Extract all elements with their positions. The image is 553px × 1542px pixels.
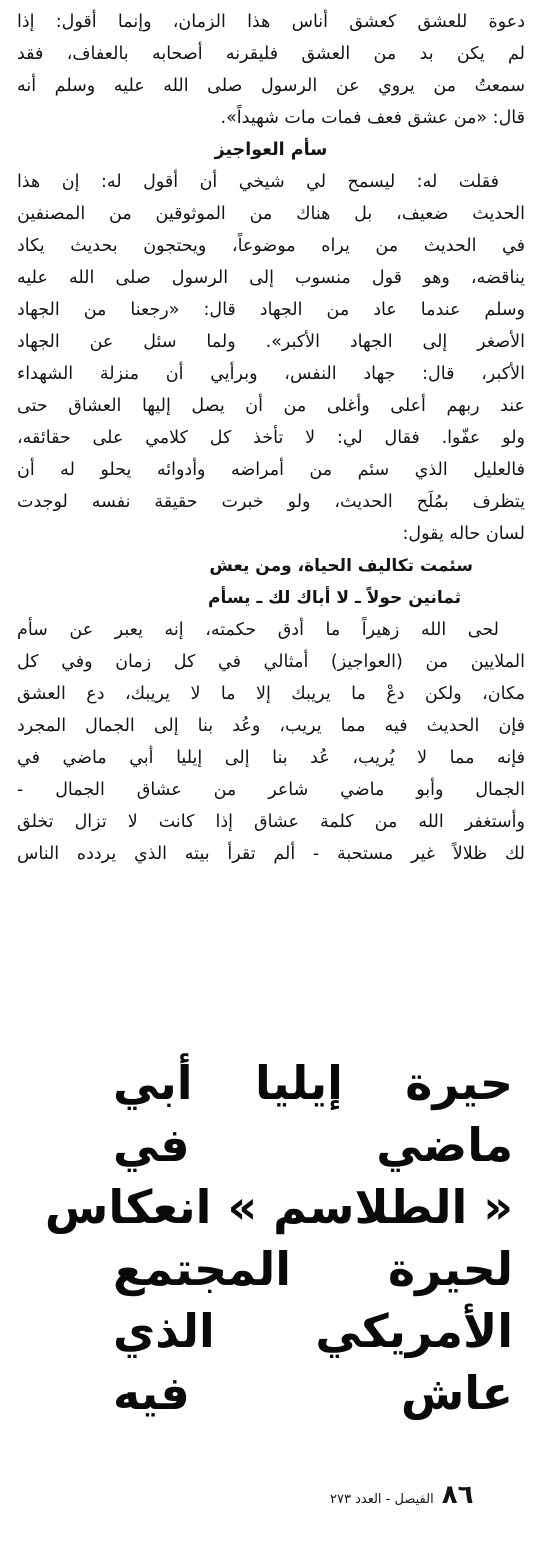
article-line: الملايين من (العواجيز) أمثالي في كل زمان وفي كل: [17, 652, 525, 672]
article-line: دعوة للعشق كعشق أناس هذا الزمان، وإنما أقول: إذا: [17, 12, 525, 32]
article-line: لسان حاله يقول:: [402, 524, 525, 544]
article-line: قال: «من عشق فعف فمات مات شهيداً».: [220, 108, 525, 128]
article-line: يناقضه، وهو قول منسوب إلى الرسول صلى الله عليه: [17, 268, 525, 288]
poem-verse: ثمانين حولاً ـ لا أباك لك ـ يسأم: [208, 588, 461, 608]
article-line: في الحديث من يراه موضوعاً، ويحتجون بحديث يكاد: [17, 236, 525, 256]
article-line: لك ظلالاً غير مستحبة - ألم تقرأ بيته الذي يردده الناس: [17, 844, 525, 864]
page-footer: [330, 1480, 473, 1510]
pull-quote-line: الأمريكي الذي: [113, 1304, 513, 1358]
article-line: فإنه مما لا يُريب، عُد بنا إلى إيليا أبي ماضي في: [17, 748, 525, 768]
article-line: الأكبر، قال: جهاد النفس، وبرأيي أن منزلة الشهداء: [17, 364, 525, 384]
poem-verse: سئمت تكاليف الحياة، ومن يعش: [209, 556, 473, 576]
article-line: فالعليل الذي سئم من أمراضه وأدوائه يحلو له أن: [17, 460, 525, 480]
pull-quote: [44, 1052, 513, 1424]
pull-quote-line: « الطلاسم » انعكاس: [44, 1180, 513, 1234]
article-line: الجمال وأبو ماضي شاعر من عشاق الجمال -: [17, 780, 525, 800]
article-line: فإن الحديث فيه مما يريب، وعُد بنا إلى الجمال المجرد: [17, 716, 525, 736]
pull-quote-line: عاش فيه: [113, 1366, 513, 1420]
article-line: يتظرف بمُلَح الحديث، ولو خبرت حقيقة نفسه لوجدت: [17, 492, 525, 512]
article-line: عند ربهم أعلى وأغلى من أن يصل إليها العشاق حتى: [17, 396, 525, 416]
article-line: الأصغر إلى الجهاد الأكبر». ولما سئل عن الجهاد: [17, 332, 525, 352]
article-line: ولو عفّوا. فقال لي: لا تأخذ كل كلامي على حقائقه،: [17, 428, 525, 448]
article-line: وأستغفر الله من كلمة عشاق إذا كانت لا تزال تخلق: [17, 812, 525, 832]
article-body: [17, 6, 525, 870]
page-number: ٨٦: [441, 1480, 474, 1510]
pull-quote-line: ماضي في: [113, 1118, 513, 1172]
article-line: فقلت له: ليسمح لي شيخي أن أقول له: إن هذا: [17, 172, 499, 192]
pull-quote-line: حيرة إيليا أبي: [113, 1056, 513, 1110]
section-heading: سأم العواجيز: [214, 140, 328, 160]
article-line: الحديث ضعيف، بل هناك من الموثوقين من المصنفين: [17, 204, 525, 224]
article-line: سمعتُ من يروي عن الرسول صلى الله عليه وسلم أنه: [17, 76, 525, 96]
article-line: لم يكن بد من العشق فليقرنه أصحابه بالعفاف، فقد: [17, 44, 525, 64]
publication-issue: الفيصل - العدد ٢٧٣: [330, 1492, 434, 1507]
pull-quote-line: لحيرة المجتمع: [113, 1242, 513, 1296]
article-line: لحى الله زهيراً ما أدق حكمته، إنه يعبر عن سأم: [17, 620, 499, 640]
article-line: مكان، ولكن دعْ ما يريبك إلا ما لا يريبك، دع العشق: [17, 684, 525, 704]
article-line: وسلم عندما عاد من الجهاد قال: «رجعنا من الجهاد: [17, 300, 525, 320]
